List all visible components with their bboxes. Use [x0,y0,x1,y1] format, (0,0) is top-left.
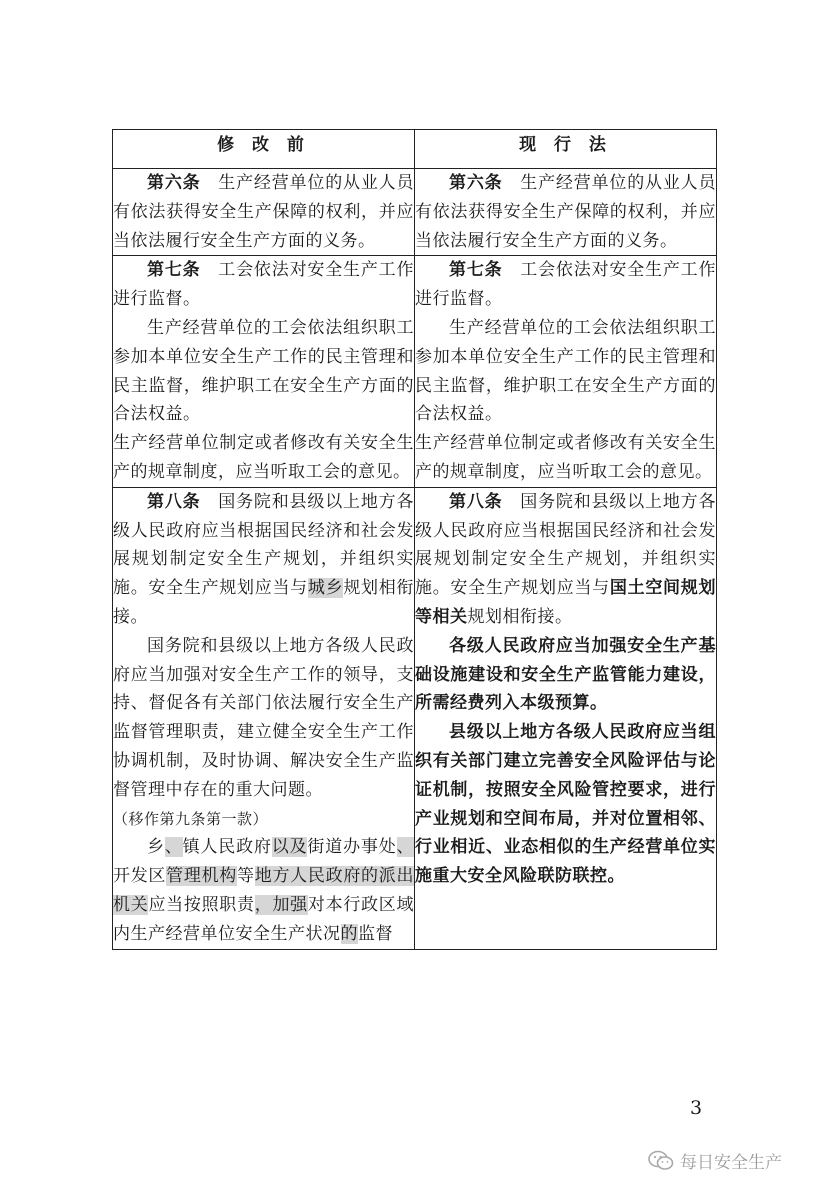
cell-current [415,487,717,949]
highlighted-text: 、 [396,837,415,858]
wechat-icon [648,1150,674,1172]
watermark-text: 每日安全生产 [680,1153,782,1173]
highlighted-text: 地方人民政府的派出机关 [113,866,414,915]
text-segment: 生产经营单位的从业人员有依法获得安全生产保障的权利，并应当依法履行安全生产方面的义务。 [415,173,717,251]
header-row [113,130,717,169]
text-segment: 生产经营单位制定或者修改有关安全生产的规章制度，应当听取工会的意见。 [113,433,414,482]
text-segment: 生产经营单位的工会依法组织职工参加本单位安全生产工作的民主管理和民主监督，维护职工在安全生产方面的合法权益。 [113,317,414,425]
highlighted-text: 城乡 [307,578,344,599]
text-segment: 生产经营单位的工会依法组织职工参加本单位安全生产工作的民主管理和民主监督，维护职工在安全生产方面的合法权益。 [415,317,716,425]
text-segment: 规划相衔接。 [467,606,573,627]
paragraph [415,314,716,429]
text-segment: 乡 [147,837,165,858]
article-number: 第七条 [449,260,503,281]
header-current: 现 行 法 [415,130,717,169]
text-segment: 街道办事处 [307,837,397,858]
paragraph [113,314,414,429]
cell-current [415,256,717,487]
paragraph [415,429,716,487]
cell-current [415,169,717,256]
paragraph [113,833,414,948]
bold-text: 国土空间规划等相关 [415,578,716,627]
table-row [113,256,717,487]
highlighted-text: ，加强 [254,894,308,915]
highlighted-text: 的 [340,923,358,944]
highlighted-text: 、 [164,837,183,858]
text-segment: 县级以上地方各级人民政府应当组织有关部门建立完善安全风险评估与论证机制，按照安全风险管控要求，进行产业规划和空间布局，并对位置相邻、行业相近、业态相似的生产经营单位实施重大安全风险联防联控。 [415,722,716,887]
paragraph [113,488,414,632]
paragraph [415,718,716,891]
cell-before [113,169,415,256]
text-segment: 开发区 [113,866,167,887]
paragraph [415,256,716,314]
text-segment: 对本行政区域内生产经营单位安全生产状况 [113,894,414,944]
cell-before [113,487,415,949]
watermark [648,1148,782,1173]
text-segment: 国务院和县级以上地方各级人民政府应当根据国民经济和社会发展规划制定安全生产规划，并组织实施。安全生产规划应当与 [415,491,717,599]
paragraph [415,632,716,718]
text-segment: 规划相衔接。 [113,578,414,627]
table-row [113,487,717,949]
article-number: 第八条 [147,491,201,512]
text-segment: （移作第九条第一款） [113,809,269,828]
text-segment: 国务院和县级以上地方各级人民政府应当加强对安全生产工作的领导，支持、督促各有关部门依法履行安全生产监督管理职责，建立健全安全生产工作协调机制，及时协调、解决安全生产监督管理中存在的重大问题。 [113,635,414,800]
text-segment: 镇人民政府 [182,837,272,858]
header-before: 修 改 前 [113,130,415,169]
article-number: 第八条 [449,491,503,512]
text-segment: 监督 [358,923,393,944]
article-number: 第六条 [449,173,503,193]
highlighted-text: 管理机构 [166,866,238,887]
text-segment: 等 [237,866,255,887]
paragraph [113,632,414,805]
paragraph [113,429,414,487]
highlighted-text: 以及 [271,837,308,858]
text-segment: 应当按照职责 [148,894,255,915]
text-segment: 生产经营单位制定或者修改有关安全生产的规章制度，应当听取工会的意见。 [415,433,716,482]
paragraph [113,169,414,255]
article-number: 第七条 [147,260,201,281]
paragraph [113,805,414,834]
text-segment: 工会依法对安全生产工作进行监督。 [113,260,415,310]
article-number: 第六条 [147,173,201,193]
text-segment: 工会依法对安全生产工作进行监督。 [415,260,717,310]
text-segment: 各级人民政府应当加强安全生产基础设施建设和安全生产监管能力建设，所需经费列入本级预算。 [415,635,716,714]
paragraph [415,488,716,632]
paragraph [113,256,414,314]
comparison-table [112,129,717,950]
cell-before [113,256,415,487]
page-number: 3 [690,1097,703,1119]
paragraph [415,169,716,255]
text-segment: 生产经营单位的从业人员有依法获得安全生产保障的权利，并应当依法履行安全生产方面的义务。 [113,173,415,251]
table-row [113,169,717,256]
text-segment: 国务院和县级以上地方各级人民政府应当根据国民经济和社会发展规划制定安全生产规划，并组织实施。安全生产规划应当与 [113,491,415,599]
